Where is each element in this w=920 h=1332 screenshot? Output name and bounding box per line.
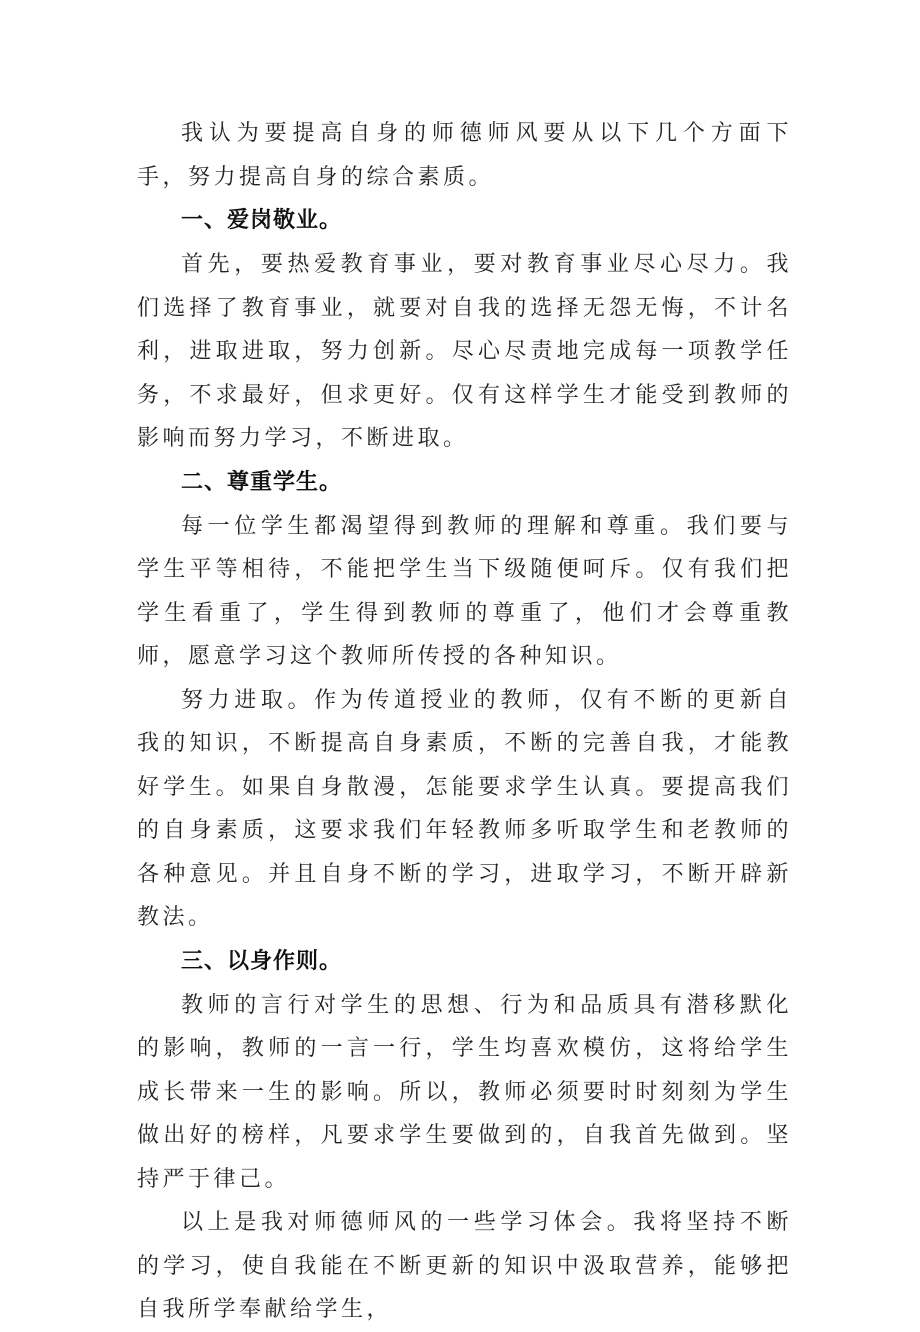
- section-heading-3: 三、以身作则。: [181, 948, 343, 974]
- intro-paragraph: 我认为要提高自身的师德师风要从以下几个方面下手，努力提高自身的综合素质。: [137, 121, 792, 190]
- body-paragraph: 首先，要热爱教育事业，要对教育事业尽心尽力。我们选择了教育事业，就要对自我的选择无怨无悔，不计名利，进取进取，努力创新。尽心尽责地完成每一项教学任务，不求最好，但求更好。仅有这样学生才能受到教师的影响而努力学习，不断进取。: [137, 252, 792, 451]
- body-paragraph: 每一位学生都渴望得到教师的理解和尊重。我们要与学生平等相待，不能把学生当下级随便呵斥。仅有我们把学生看重了，学生得到教师的尊重了，他们才会尊重教师，愿意学习这个教师所传授的各种知识。: [137, 513, 792, 669]
- body-paragraph: 教师的言行对学生的思想、行为和品质具有潜移默化的影响，教师的一言一行，学生均喜欢模仿，这将给学生成长带来一生的影响。所以，教师必须要时时刻刻为学生做出好的榜样，凡要求学生要做到的，自我首先做到。坚持严于律己。: [137, 992, 792, 1192]
- document-body: [137, 112, 792, 1332]
- body-paragraph: 以上是我对师德师风的一些学习体会。我将坚持不断的学习，使自我能在不断更新的知识中汲取营养，能够把自我所学奉献给学生，: [137, 1210, 792, 1322]
- body-paragraph: 努力进取。作为传道授业的教师，仅有不断的更新自我的知识，不断提高自身素质，不断的完善自我，才能教好学生。如果自身散漫，怎能要求学生认真。要提高我们的自身素质，这要求我们年轻教师多听取学生和老教师的各种意见。并且自身不断的学习，进取学习，不断开辟新教法。: [137, 687, 792, 930]
- section-heading-1: 一、爱岗敬业。: [181, 208, 343, 233]
- section-heading-2: 二、尊重学生。: [181, 469, 343, 495]
